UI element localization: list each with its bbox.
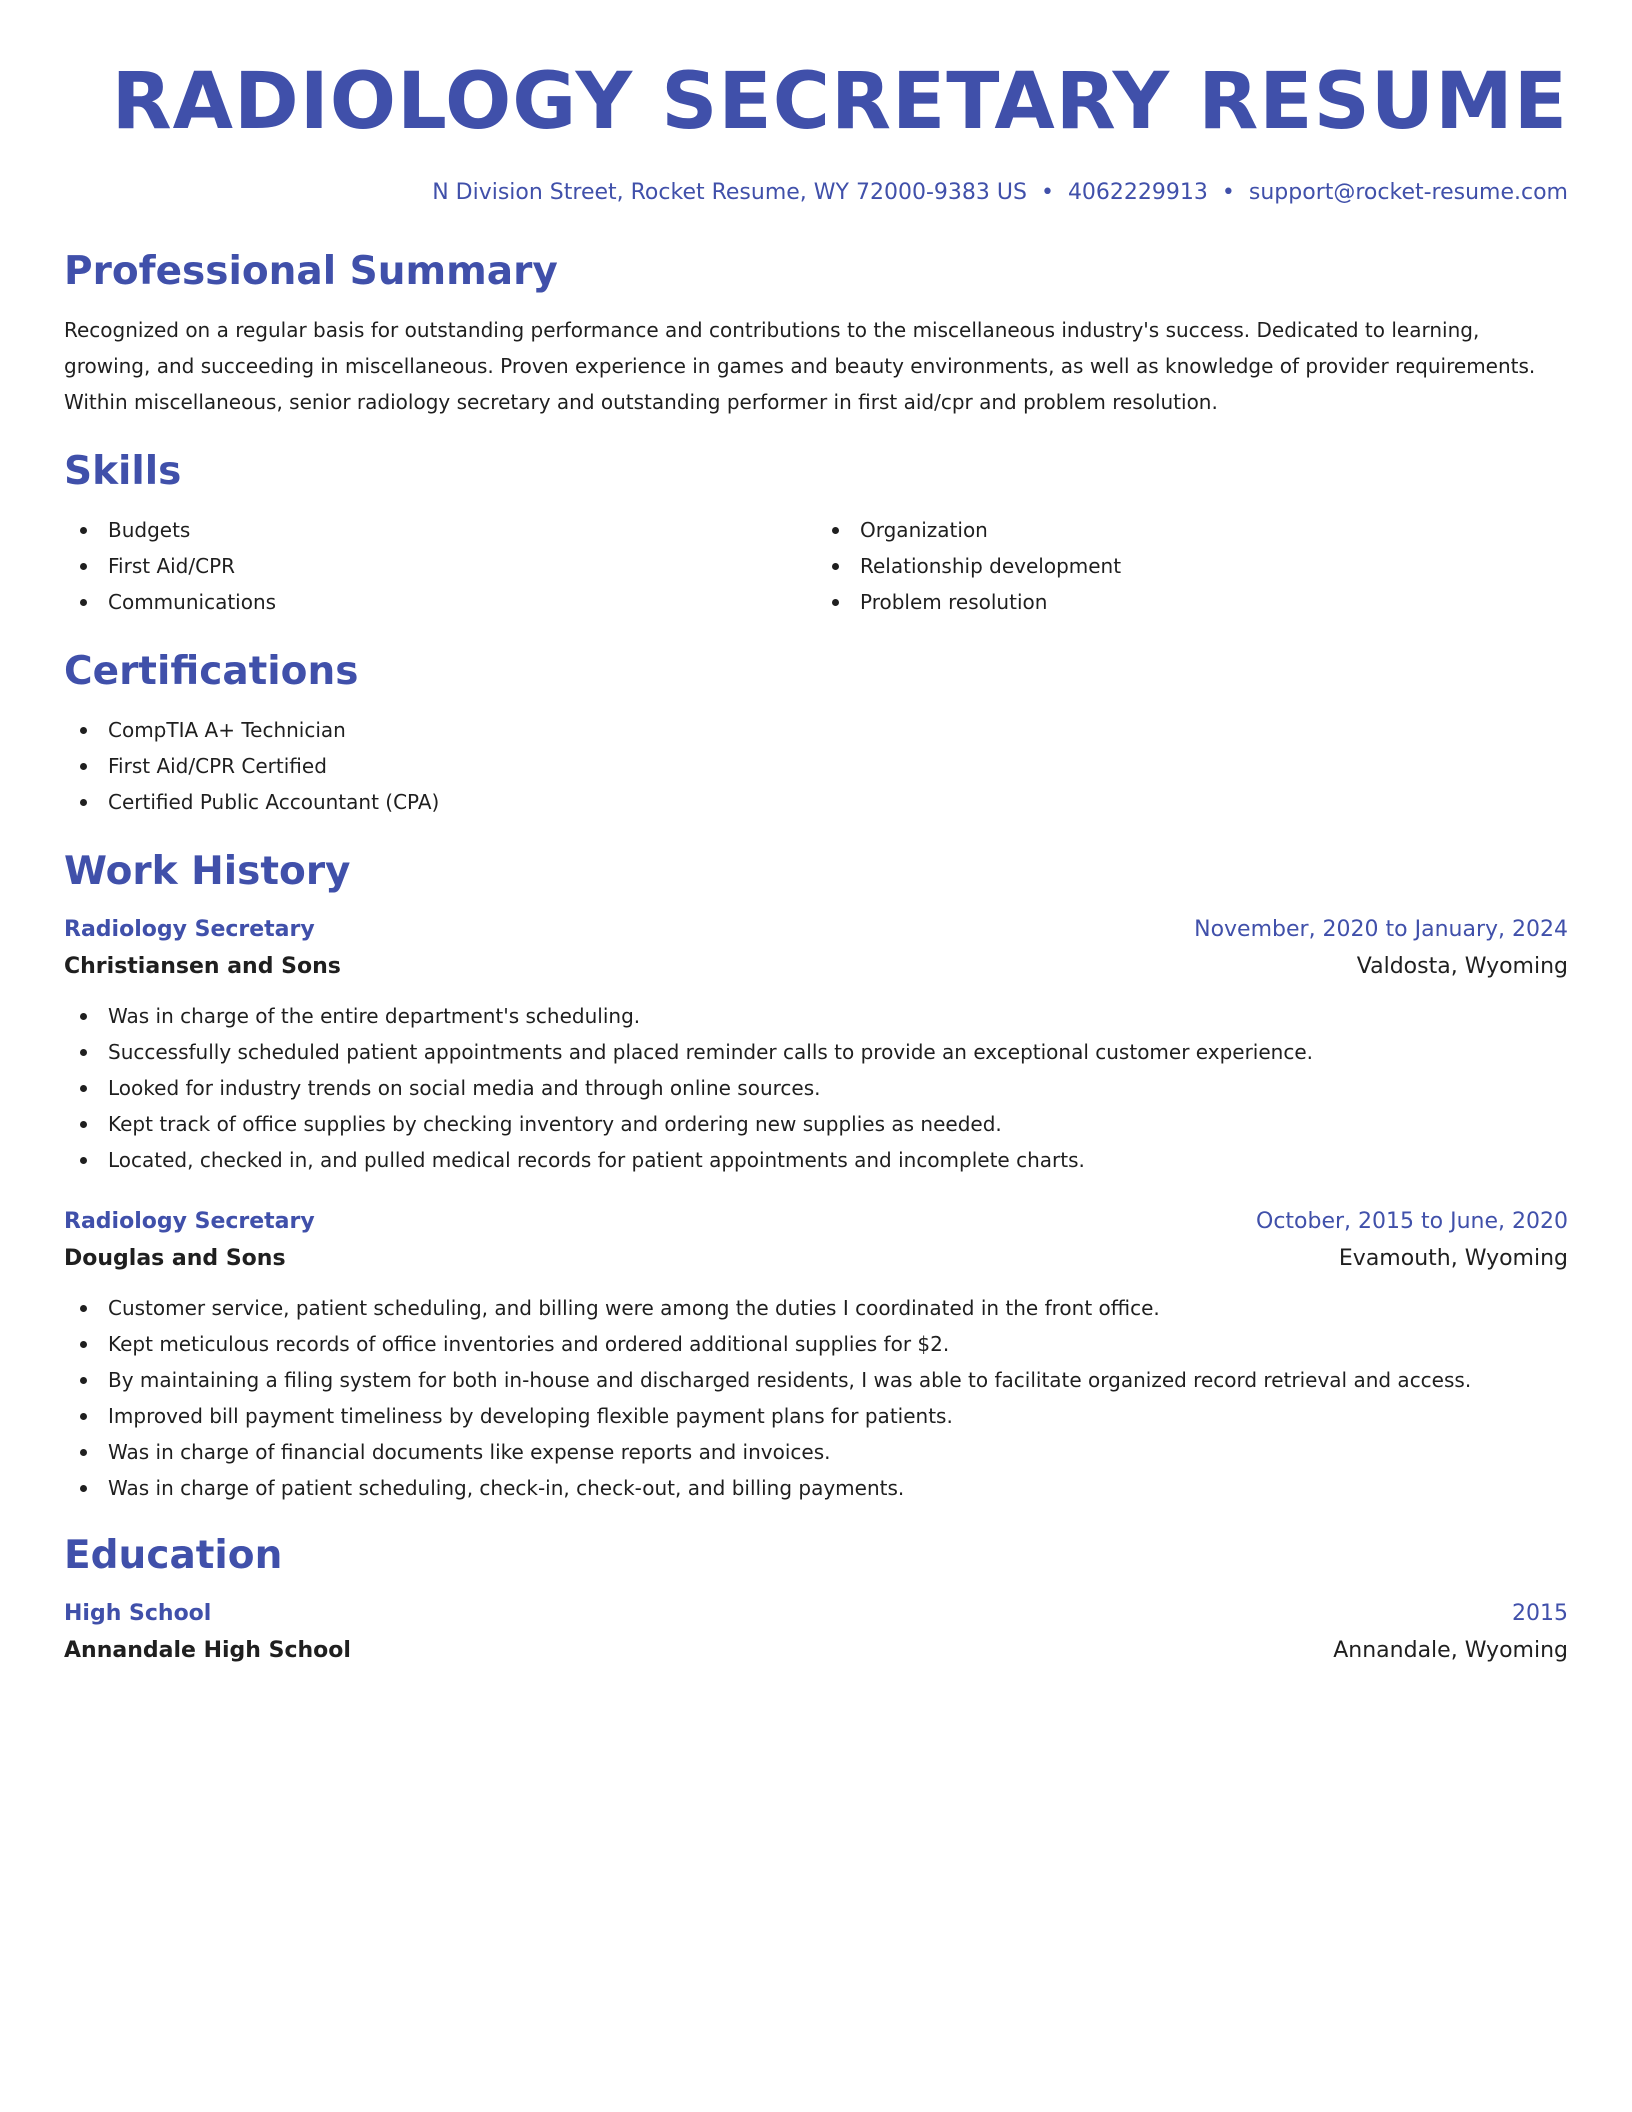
resume-page [64, 0, 1568, 1670]
skill-item: Communications [64, 584, 816, 620]
skill-item: Problem resolution [816, 584, 1568, 620]
contact-phone: 4062229913 [1067, 180, 1208, 205]
education-header-row [64, 1596, 1568, 1632]
summary-heading: Professional Summary [64, 249, 558, 294]
contact-address: N Division Street, Rocket Resume, WY 72000-9383 US [432, 180, 1027, 205]
job-location: Valdosta, Wyoming [1356, 954, 1568, 979]
job-role: Radiology Secretary [64, 1209, 315, 1234]
certification-item: Certified Public Accountant (CPA) [64, 784, 1568, 820]
skills-heading: Skills [64, 449, 182, 494]
skills-grid [64, 496, 1568, 620]
skill-item: Budgets [64, 512, 816, 548]
certifications-heading: Certifications [64, 649, 359, 694]
contact-email: support@rocket-resume.com [1248, 180, 1568, 205]
summary-text: Recognized on a regular basis for outstanding performance and contributions to the miscellaneous industry's success. Dedicated to learning, growing, and succeeding in miscellaneous. Proven experience in games and beauty environments, as well as knowledge of provider requirements. Within miscellaneous, senior radiology secretary and outstanding performer in first aid/cpr and problem resolution. [64, 318, 1536, 414]
skill-item: Organization [816, 512, 1568, 548]
job-dates: October, 2015 to June, 2020 [1256, 1209, 1568, 1234]
job-bullet: Was in charge of the entire department's scheduling. [64, 998, 1568, 1034]
job-header-row [64, 912, 1568, 948]
education-year: 2015 [1512, 1601, 1568, 1626]
job-bullet: Located, checked in, and pulled medical records for patient appointments and incomplete charts. [64, 1142, 1568, 1178]
job-bullet: By maintaining a filing system for both in-house and discharged residents, I was able to facilitate organized record retrieval and access. [64, 1362, 1568, 1398]
skill-item: First Aid/CPR [64, 548, 816, 584]
job-role: Radiology Secretary [64, 917, 315, 942]
job-company: Christiansen and Sons [64, 954, 341, 979]
work-history-heading: Work History [64, 849, 351, 894]
job-location: Evamouth, Wyoming [1338, 1246, 1568, 1271]
job-company: Douglas and Sons [64, 1246, 286, 1271]
job-bullet: Looked for industry trends on social media and through online sources. [64, 1070, 1568, 1106]
job-bullet: Successfully scheduled patient appointments and placed reminder calls to provide an exceptional customer experience. [64, 1034, 1568, 1070]
certification-item: First Aid/CPR Certified [64, 748, 1568, 784]
job-bullet: Kept track of office supplies by checking inventory and ordering new supplies as needed. [64, 1106, 1568, 1142]
contact-separator: • [1221, 180, 1235, 205]
job-bullets [64, 998, 1568, 1178]
education-heading: Education [64, 1533, 283, 1578]
job-company-row [64, 1240, 1568, 1278]
contact-separator: • [1040, 180, 1054, 205]
education-school: Annandale High School [64, 1638, 351, 1663]
certifications-list [64, 712, 1568, 820]
skills-list-left [64, 512, 816, 620]
job-bullet: Was in charge of financial documents like expense reports and invoices. [64, 1434, 1568, 1470]
skills-list-right [816, 512, 1568, 620]
job-entry [64, 1204, 1568, 1506]
education-school-row [64, 1632, 1568, 1670]
job-bullet: Improved bill payment timeliness by developing flexible payment plans for patients. [64, 1398, 1568, 1434]
contact-line [64, 178, 1568, 208]
education-degree: High School [64, 1601, 212, 1626]
certification-item: CompTIA A+ Technician [64, 712, 1568, 748]
skill-item: Relationship development [816, 548, 1568, 584]
education-entry [64, 1596, 1568, 1670]
job-bullet: Kept meticulous records of office inventories and ordered additional supplies for $2. [64, 1326, 1568, 1362]
job-entry [64, 912, 1568, 1178]
education-location: Annandale, Wyoming [1333, 1638, 1568, 1663]
job-bullets [64, 1290, 1568, 1506]
job-bullet: Customer service, patient scheduling, and billing were among the duties I coordinated in the front office. [64, 1290, 1568, 1326]
resume-title: RADIOLOGY SECRETARY RESUME [111, 57, 1568, 147]
job-company-row [64, 948, 1568, 986]
job-header-row [64, 1204, 1568, 1240]
job-bullet: Was in charge of patient scheduling, check-in, check-out, and billing payments. [64, 1470, 1568, 1506]
job-dates: November, 2020 to January, 2024 [1194, 917, 1568, 942]
